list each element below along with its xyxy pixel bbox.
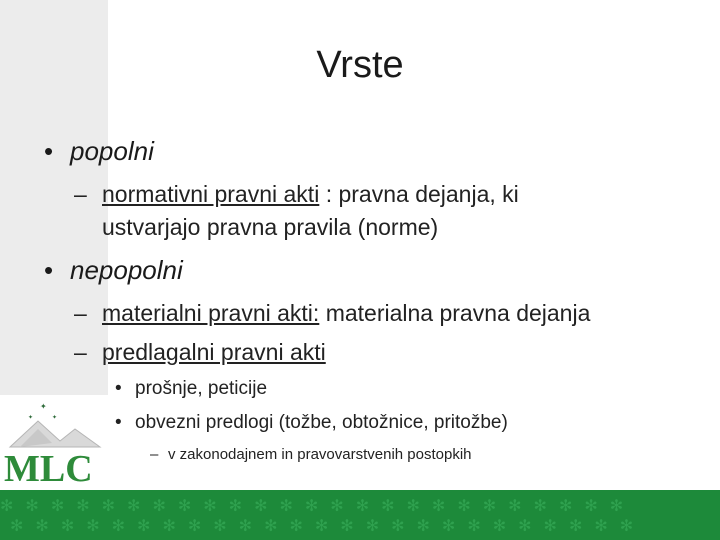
bullet-dot-icon: •	[115, 412, 122, 433]
bullet-item-popolni	[44, 136, 154, 167]
subitem-rest-continued: ustvarjajo pravna pravila (norme)	[102, 214, 439, 240]
mlc-logo	[0, 395, 115, 490]
dash-icon: –	[74, 300, 87, 326]
slide-title: Vrste	[316, 44, 404, 86]
footer-star-pattern-row2: ✻✻✻✻✻✻✻✻✻✻✻✻✻✻✻✻✻✻✻✻✻✻✻✻✻	[10, 518, 646, 535]
dash-icon: –	[74, 339, 87, 365]
subsubitem-text: obvezni predlogi (tožbe, obtožnice, pritožbe)	[135, 412, 508, 433]
subsubitem-text: prošnje, peticije	[135, 378, 268, 399]
dash-icon: –	[74, 181, 87, 207]
subitem-predlagalni	[74, 336, 694, 369]
bullet-label: nepopolni	[70, 255, 183, 285]
subitem-rest: materialna pravna dejanja	[319, 300, 591, 326]
logo-text: MLC	[4, 448, 93, 490]
subitem-materialni	[74, 297, 694, 330]
bullet-label: popolni	[70, 136, 154, 166]
bullet-dot-icon: •	[44, 255, 54, 285]
bullet-dot-icon: •	[44, 136, 54, 166]
subitem-normativni	[74, 178, 694, 244]
footer-band	[0, 490, 720, 540]
bullet-dot-icon: •	[115, 378, 122, 399]
bullet-item-nepopolni	[44, 255, 183, 286]
detail-text: v zakonodajnem in pravovarstvenih postopkih	[168, 446, 472, 463]
subitem-underlined: materialni pravni akti:	[102, 300, 320, 326]
footer-star-pattern: ✻✻✻✻✻✻✻✻✻✻✻✻✻✻✻✻✻✻✻✻✻✻✻✻✻	[0, 498, 636, 515]
subitem-underlined: predlagalni pravni akti	[102, 339, 326, 365]
svg-text:✦: ✦	[40, 402, 47, 411]
subitem-underlined: normativni pravni akti	[102, 181, 320, 207]
dash-icon: –	[150, 446, 159, 463]
detail-postopkih	[150, 446, 472, 463]
svg-text:✦: ✦	[52, 414, 58, 421]
subsubitem-obvezni	[115, 412, 508, 434]
subitem-rest: : pravna dejanja, ki	[319, 181, 519, 207]
svg-text:✦: ✦	[28, 414, 34, 421]
subsubitem-prosnje	[115, 378, 267, 400]
